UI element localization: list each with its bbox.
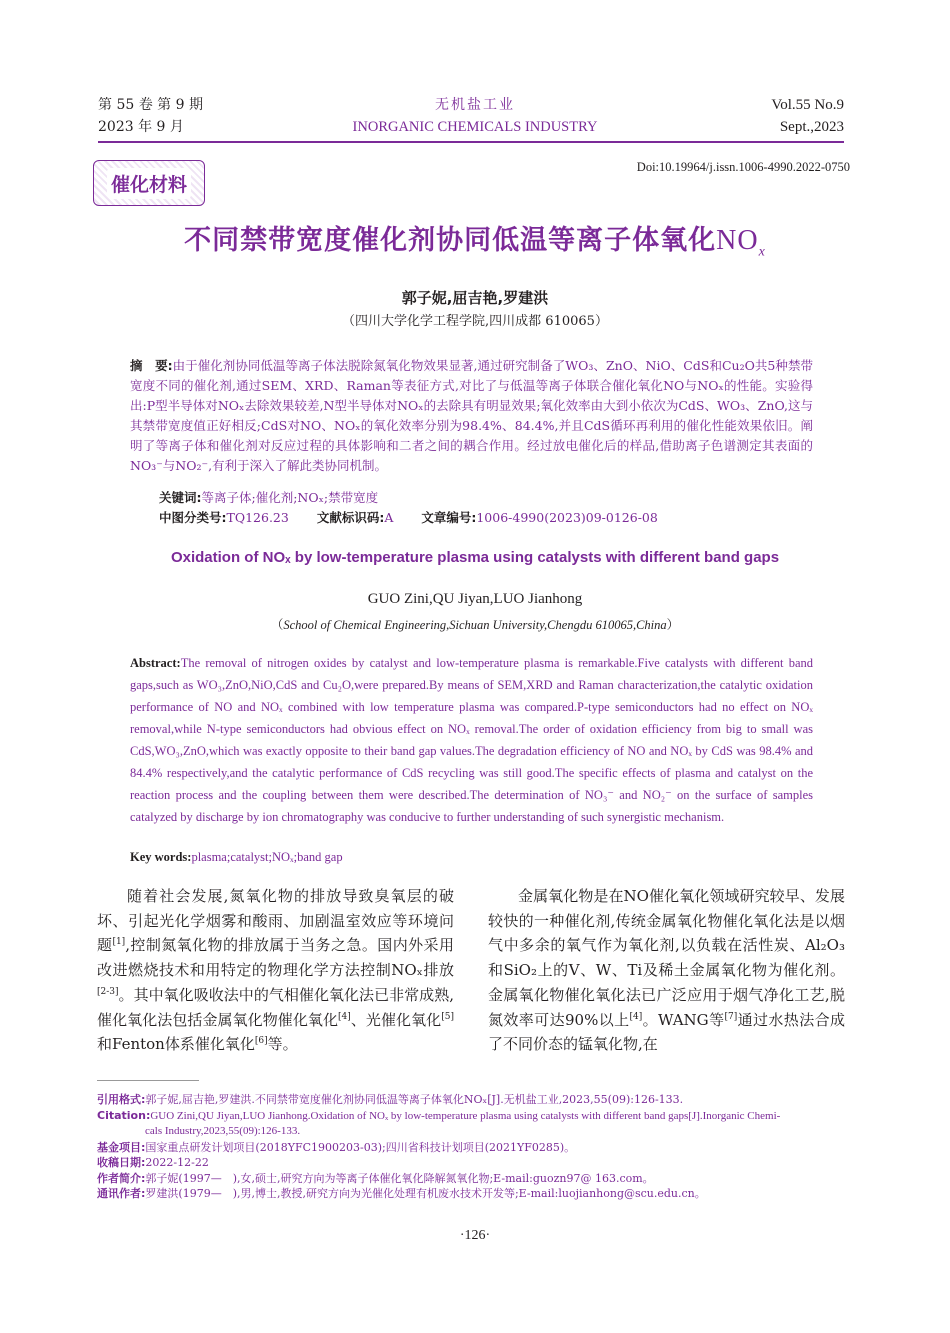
body-paragraph: 金属氧化物是在NO催化氧化领域研究较早、发展较快的一种催化剂,传统金属氧化物催化氧化法是以烟气中多余的氧气作为氧化剂,以负载在活性炭、Al₂O₃和SiO₂上的V、W、Ti及稀土金属氧化物为催化剂。金属氧化物催化氧化法已广泛应用于烟气净化工艺,脱氮效率可达90%以上[4]。WANG等[7]通过水热法合成了不同价态的锰氧化物,在 <box>488 887 845 1054</box>
keywords-cn: 关键词:等离子体;催化剂;NOₓ;禁带宽度 <box>159 490 379 505</box>
date-cn: 2023 年 9 月 <box>98 119 184 135</box>
body-column-right <box>488 884 845 1057</box>
citation[interactable]: [5] <box>441 1011 454 1022</box>
section-badge-label: 催化材料 <box>107 168 191 199</box>
citation-en: Citation:GUO Zini,QU Jiyan,LUO Jianhong.Oxidation of NOₓ by low-temperature plasma using catalysts with different band gaps[J].Inorganic Chemi- <box>97 1108 781 1122</box>
authors-en: GUO Zini,QU Jiyan,LUO Jianhong <box>367 591 583 607</box>
document-code: 文献标识码:A <box>316 510 394 525</box>
funding: 基金项目:国家重点研发计划项目(2018YFC1900203-03);四川省科技计划项目(2021YF0285)。 <box>97 1140 576 1154</box>
authors-cn: 郭子妮,屈吉艳,罗建洪 <box>401 289 549 307</box>
affiliation-en-text: School of Chemical Engineering,Sichuan University,Chengdu 610065,China <box>283 618 667 632</box>
abstract-en-label: Abstract: <box>130 656 181 670</box>
header-journal <box>300 94 650 138</box>
citation[interactable]: [4] <box>338 1011 351 1022</box>
doi: Doi:10.19964/j.issn.1006-4990.2022-0750 <box>636 160 850 174</box>
page-number: ·126· <box>459 1228 491 1243</box>
volume-cn: 第 55 卷 第 9 期 <box>98 97 203 113</box>
clc-number: 中图分类号:TQ126.23 <box>159 510 289 525</box>
body-paragraph: 随着社会发展,氮氧化物的排放导致臭氧层的破坏、引起光化学烟雾和酸雨、加剧温室效应等环境问题[1],控制氮氧化物的排放属于当务之急。国内外采用改进燃烧技术和用特定的物理化学方法控制NOₓ排放[2-3]。其中氧化吸收法中的气相催化氧化法已非常成熟,催化氧化法包括金属氧化物催化氧化[4]、光催化氧化[5]和Fenton体系催化氧化[6]等。 <box>97 887 454 1054</box>
received-date: 收稿日期:2022-12-22 <box>97 1156 209 1169</box>
author-bio: 作者简介:郭子妮(1997— ),女,硕士,研究方向为等离子体催化氧化降解氮氧化物;E-mail:guozn97@ 163.com。 <box>97 1171 654 1185</box>
abstract-cn-label: 摘 要: <box>130 358 173 373</box>
classification-row <box>159 508 658 528</box>
section-badge <box>93 160 205 206</box>
date-en: Sept.,2023 <box>779 119 844 135</box>
footnote-rule <box>97 1080 199 1081</box>
affiliation-en: （School of Chemical Engineering,Sichuan University,Chengdu 610065,China） <box>270 618 680 632</box>
citation-cn: 引用格式:郭子妮,屈吉艳,罗建洪.不同禁带宽度催化剂协同低温等离子体氧化NOₓ[J].无机盐工业,2023,55(09):126-133. <box>97 1093 684 1106</box>
title-text: 不同禁带宽度催化剂协同低温等离子体氧化 <box>184 225 717 256</box>
keywords-en: Key words:plasma;catalyst;NOₓ;band gap <box>130 850 343 864</box>
header-volume-en <box>771 94 844 138</box>
citation[interactable]: [6] <box>254 1036 268 1047</box>
citation[interactable]: [7] <box>724 1011 738 1022</box>
abstract-en-text: The removal of nitrogen oxides by catalyst and low-temperature plasma is remarkable.Five catalysts with different band gaps,such as WO₃,ZnO,NiO,CdS and Cu₂O,were prepared.By means of SEM,XRD and Raman characterization,the catalytic oxidation performance of NO and NOₓ combined with low temperature plasma was compared.P-type semiconductors had no effect on NOₓ removal,while N-type semiconductors had obvious effect on NOₓ removal.The order of oxidation efficiency from big to small was CdS,WO₃,ZnO,which was exactly opposite to their band gap values.The degradation efficiency of NO and NOₓ by CdS was 98.4% and 84.4% respectively,and the catalytic performance of CdS recycling was still good.The specific effects of plasma and catalyst on the reaction process and the coupling between them were described.The determination of NO₃⁻ and NO₂⁻ on the surface of samples catalyzed by discharge by ion chromatography was conducive to further understanding of such synergistic mechanism. <box>130 656 813 824</box>
article-title-cn <box>60 218 890 261</box>
title-nox: $NO_x$ <box>716 225 766 260</box>
footnotes <box>97 1092 847 1202</box>
corresponding-author: 通讯作者:罗建洪(1979— ),男,博士,教授,研究方向为光催化处理有机废水技术开发等;E-mail:luojianhong@scu.edu.cn。 <box>97 1187 706 1200</box>
citation-en-cont: cals Industry,2023,55(09):126-133. <box>145 1125 301 1137</box>
article-number: 文章编号:1006-4990(2023)09-0126-08 <box>421 510 658 525</box>
abstract-en <box>130 652 813 828</box>
body-column-left <box>97 884 454 1057</box>
citation[interactable]: [2-3] <box>97 986 119 997</box>
citation[interactable]: [1] <box>112 937 126 948</box>
journal-en: INORGANIC CHEMICALS INDUSTRY <box>352 119 598 135</box>
header-volume-cn <box>98 94 203 138</box>
citation[interactable]: [4] <box>629 1011 643 1022</box>
meta-cn <box>159 488 658 528</box>
header-rule <box>98 141 844 143</box>
abstract-cn-text: 由于催化剂协同低温等离子体法脱除氮氧化物效果显著,通过研究制备了WO₃、ZnO、NiO、CdS和Cu₂O共5种禁带宽度不同的催化剂,通过SEM、XRD、Raman等表征方式,对比了与低温等离子体联合催化氧化NO与NOₓ的性能。实验得出:P型半导体对NOₓ去除效果较差,N型半导体对NOₓ的去除具有明显效果;氧化效率由大到小依次为CdS、WO₃、ZnO,这与其禁带宽度值正好相反;CdS对NO、NOₓ的氧化效率分别为98.4%、84.4%,并且CdS循环再利用的催化性能效果依旧。阐明了等离子体和催化剂对反应过程的具体影响和二者之间的耦合作用。经过放电催化后的样品,借助离子色谱测定其表面的NO₃⁻与NO₂⁻,有利于深入了解此类协同机制。 <box>130 358 813 473</box>
abstract-cn <box>130 356 813 476</box>
affiliation-cn: （四川大学化学工程学院,四川成都 610065） <box>342 314 608 329</box>
volume-en: Vol.55 No.9 <box>771 97 844 113</box>
journal-cn: 无机盐工业 <box>435 97 515 113</box>
article-title-en: Oxidation of NOₓ by low-temperature plasma using catalysts with different band gaps <box>170 549 780 566</box>
